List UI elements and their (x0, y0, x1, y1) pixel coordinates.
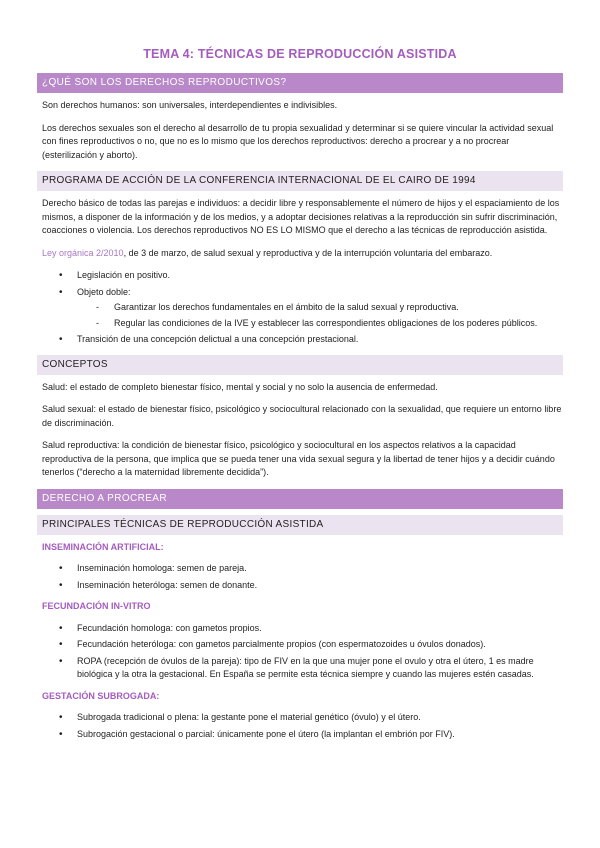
list-item: • ROPA (recepción de óvulos de la pareja): tipo de FIV en la que una mujer pone el ovulo y otra el útero, 1 es madre biológica y la otra la gestacional. En España se permite esta técnica siempre y cuando las mujeres estén casadas. (77, 655, 563, 682)
section-subheading-tecnicas: PRINCIPALES TÉCNICAS DE REPRODUCCIÓN ASISTIDA (37, 515, 563, 535)
list-item: • Subrogada tradicional o plena: la gestante pone el material genético (óvulo) y el útero. (77, 711, 563, 725)
inseminacion-list (37, 562, 563, 592)
law-bullet-list (37, 269, 563, 347)
section-heading-derecho-procrear: DERECHO A PROCREAR (37, 489, 563, 509)
dash-list (77, 301, 563, 330)
fecundacion-list (37, 622, 563, 682)
list-item (77, 333, 563, 347)
section-heading-derechos-reproductivos: ¿QUÉ SON LOS DERECHOS REPRODUCTIVOS? (37, 73, 563, 93)
list-item-text: Legislación en positivo. (77, 270, 171, 280)
list-item: • Inseminación heteróloga: semen de donante. (77, 579, 563, 593)
section-heading-cairo: PROGRAMA DE ACCIÓN DE LA CONFERENCIA INTERNACIONAL DE EL CAIRO DE 1994 (37, 171, 563, 191)
law-text: , de 3 de marzo, de salud sexual y reproductiva y de la interrupción voluntaria del embarazo. (123, 247, 493, 258)
gestacion-list (37, 711, 563, 741)
list-item-text: Transición de una concepción delictual a una concepción prestacional. (77, 334, 359, 344)
list-item-text: Objeto doble: (77, 286, 131, 297)
subtitle-inseminacion: INSEMINACIÓN ARTIFICIAL: (42, 541, 164, 552)
law-paragraph (42, 247, 563, 261)
list-item (77, 286, 563, 331)
paragraph: Son derechos humanos: son universales, interdependientes e indivisibles. (42, 100, 338, 110)
list-item: • Inseminación homologa: semen de pareja. (77, 562, 563, 576)
paragraph: Los derechos sexuales son el derecho al desarrollo de tu propia sexualidad y determinar si se quiere vincular la actividad sexual con fines reproductivos o no, que no es lo mismo que los derechos reproductivos: derecho a procrear y a no procrear (esterilización y aborto). (42, 122, 554, 160)
paragraph: Salud: el estado de completo bienestar físico, mental y social y no solo la ausencia de enfermedad. (42, 381, 438, 392)
subtitle-fecundacion: FECUNDACIÓN IN-VITRO (42, 601, 151, 611)
list-item: • Subrogación gestacional o parcial: únicamente pone el útero (la implantan el embrión por FIV). (77, 728, 563, 742)
paragraph: Salud reproductiva: la condición de bienestar físico, psicológico y sociocultural en los aspectos relativos a la capacidad reproductiva de la persona, que implica que se pueda tener una vida sexual segura y la libertad de tener hijos y a decidir cuándo tenerlos (“derecho a la maternidad libremente decidida”). (42, 440, 555, 477)
list-item: • Fecundación homologa: con gametos propios. (77, 622, 563, 636)
page-title: TEMA 4: TÉCNICAS DE REPRODUCCIÓN ASISTIDA (143, 47, 457, 61)
dash-item: - Regular las condiciones de la IVE y establecer las correspondientes obligaciones de los poderes públicos. (114, 317, 563, 331)
list-item: • Fecundación heteróloga: con gametos parcialmente propios (con espermatozoides u óvulos donados). (77, 638, 563, 652)
paragraph: Derecho básico de todas las parejas e individuos: a decidir libre y responsablemente el número de hijos y el espaciamiento de los mismos, a disponer de la información y de los medios, y a adoptar decisiones relativas a la reproducción sin sufrir discriminación, coacciones o violencia. Los derechos reproductivos NO ES LO MISMO que el derecho a las técnicas de reproducción asistida. (42, 198, 560, 235)
subtitle-gestacion: GESTACIÓN SUBROGADA: (42, 690, 160, 701)
dash-item: - Garantizar los derechos fundamentales en el ámbito de la salud sexual y reproductiva. (114, 301, 563, 315)
list-item (77, 269, 563, 283)
paragraph: Salud sexual: el estado de bienestar físico, psicológico y sociocultural relacionado con la sexualidad, que requiere un entorno libre de discriminación. (42, 404, 562, 428)
section-heading-conceptos: CONCEPTOS (37, 355, 563, 375)
law-link[interactable]: Ley orgánica 2/2010 (42, 247, 124, 258)
